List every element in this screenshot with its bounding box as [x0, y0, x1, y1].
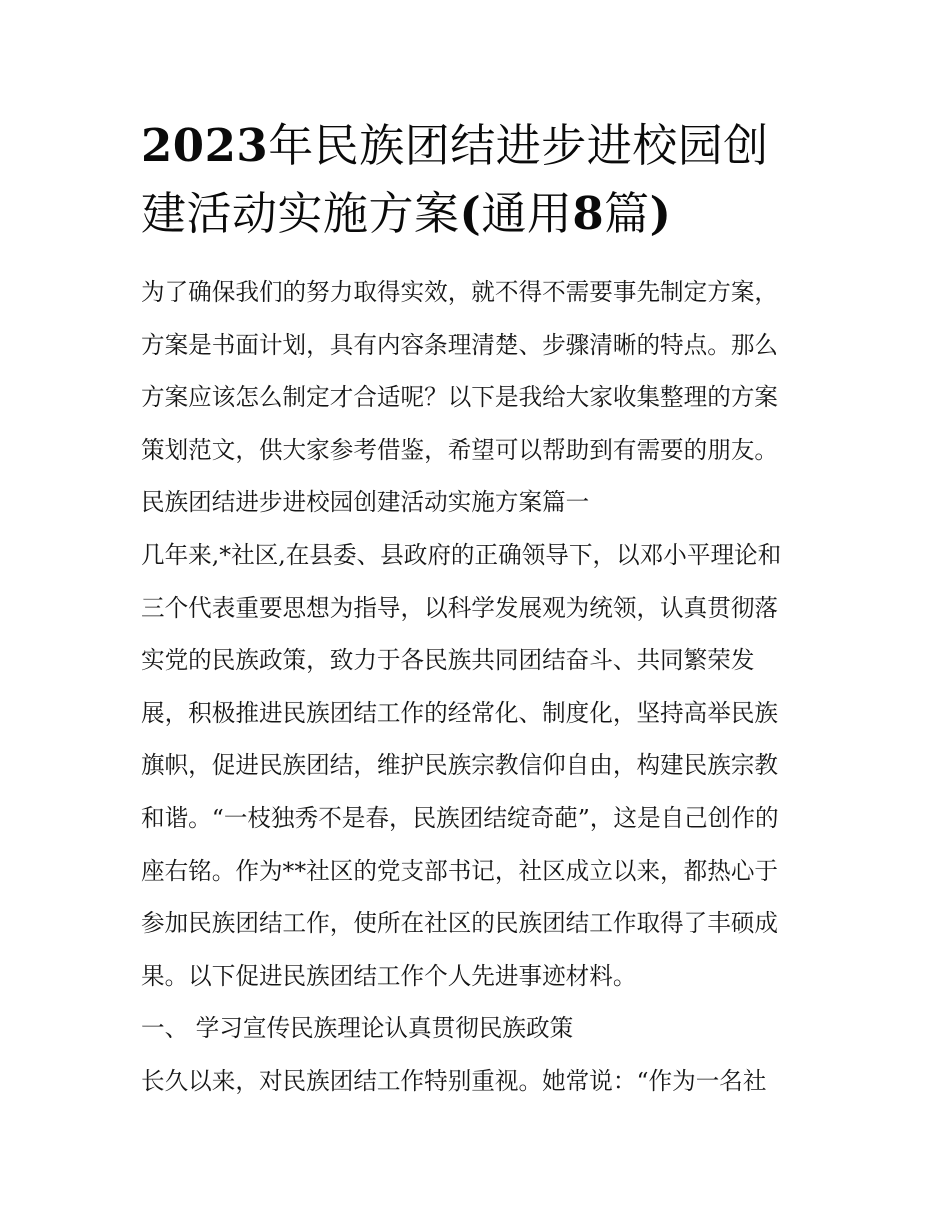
- document-page: [141, 112, 821, 1108]
- text-line: 长久以来，对民族团结工作特别重视。她常说：“作为一名社: [141, 1066, 767, 1095]
- subsection-heading-1: 一、 学习宣传民族理论认真贯彻民族政策: [141, 1014, 574, 1043]
- text-line: 和谐。“一枝独秀不是春，民族团结绽奇葩”，这是自己创作的: [141, 803, 779, 832]
- text-line: 旗帜，促进民族团结，维护民族宗教信仰自由，构建民族宗教: [141, 751, 779, 780]
- section-heading-chapter-1: 民族团结进步进校园创建活动实施方案篇一: [141, 488, 590, 517]
- text-line: 方案应该怎么制定才合适呢？以下是我给大家收集整理的方案: [141, 383, 779, 412]
- text-line: 座右铭。作为**社区的党支部书记，社区成立以来，都热心于: [141, 856, 779, 885]
- text-line: 三个代表重要思想为指导，以科学发展观为统领，认真贯彻落: [141, 593, 779, 622]
- title-line-1: 2023年民族团结进步进校园创: [141, 119, 769, 172]
- text-line: 策划范文，供大家参考借鉴，希望可以帮助到有需要的朋友。: [141, 435, 779, 464]
- title-line-2: 建活动实施方案(通用8篇): [141, 187, 672, 240]
- document-title: [141, 112, 821, 248]
- text-line: 实党的民族政策，致力于各民族共同团结奋斗、共同繁荣发: [141, 646, 755, 675]
- text-line: 参加民族团结工作，使所在社区的民族团结工作取得了丰硕成: [141, 909, 779, 938]
- document-body: [141, 266, 821, 1108]
- text-line: 果。以下促进民族团结工作个人先进事迹材料。: [141, 961, 637, 990]
- text-line: 方案是书面计划，具有内容条理清楚、步骤清晰的特点。那么: [141, 330, 779, 359]
- text-line: 为了确保我们的努力取得实效，就不得不需要事先制定方案，: [141, 278, 779, 306]
- text-line: 展，积极推进民族团结工作的经常化、制度化，坚持高举民族: [141, 698, 779, 727]
- text-line: 几年来,*社区,在县委、县政府的正确领导下，以邓小平理论和: [141, 540, 782, 569]
